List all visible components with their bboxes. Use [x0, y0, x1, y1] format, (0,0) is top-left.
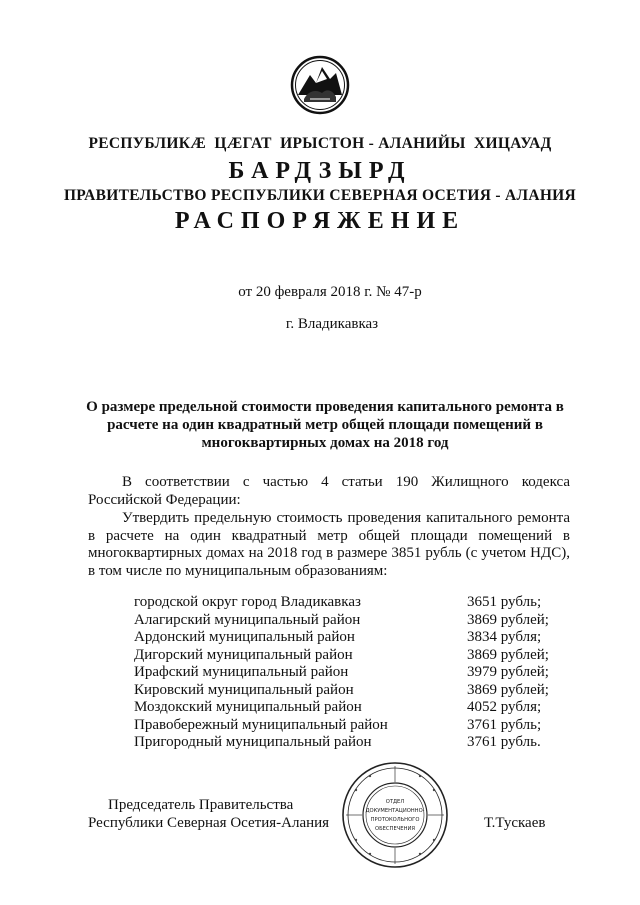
district-name: Ирафский муниципальный район — [134, 664, 349, 680]
list-item — [134, 629, 564, 647]
ossetian-government-heading: РЕСПУБЛИКÆ ЦÆГАТ ИРЫСТОН - АЛАНИЙЫ ХИЦАУАД — [88, 135, 552, 152]
district-price: 3651 рубль; — [467, 594, 542, 610]
official-stamp-icon — [340, 760, 450, 870]
district-name: Кировский муниципальный район — [134, 681, 354, 698]
stamp-line-3: ПРОТОКОЛЬНОГО — [370, 817, 420, 823]
russian-government-heading: ПРАВИТЕЛЬСТВО РЕСПУБЛИКИ СЕВЕРНАЯ ОСЕТИЯ - АЛАНИЯ — [63, 187, 577, 204]
district-name: Ардонский муниципальный район — [134, 629, 355, 645]
stamp-line-4: ОБЕСПЕЧЕНИЯ — [375, 826, 415, 832]
district-name: Пригородный муниципальный район — [134, 734, 372, 750]
coat-of-arms-icon — [290, 55, 350, 115]
district-name: Алагирский муниципальный район — [134, 611, 361, 628]
russian-document-type: РАСПОРЯЖЕНИЕ — [174, 208, 466, 234]
district-price: 3869 рублей; — [467, 646, 549, 663]
district-name: Моздокский муниципальный район — [134, 699, 362, 715]
district-price: 3979 рублей; — [467, 664, 549, 680]
district-price: 3869 рублей; — [467, 681, 549, 698]
paragraph-decision: Утвердить предельную стоимость проведения капитального ремонта в расчете на один квадратный метр общей площади помещений в многоквартирных домах на 2018 год в размере 3851 рубль (с учетом НДС), в том числе по муниципальным образованиям: — [88, 510, 570, 579]
signatory-title-line-1: Председатель Правительства — [108, 797, 294, 813]
list-item — [134, 612, 564, 630]
district-name: Дигорский муниципальный район — [134, 646, 353, 663]
ossetian-document-type: БАРДЗЫРД — [228, 158, 412, 184]
stamp-line-1: ОТДЕЛ — [385, 799, 405, 805]
district-price: 3761 рубль. — [467, 734, 541, 750]
district-price: 3761 рубль; — [467, 716, 542, 733]
list-item — [134, 734, 564, 752]
stamp-line-2: ДОКУМЕНТАЦИОННО- — [365, 808, 425, 814]
signatory-title-line-2: Республики Северная Осетия-Алания — [88, 815, 330, 831]
district-name: городской округ город Владикавказ — [134, 594, 361, 610]
district-price: 3834 рубля; — [467, 629, 542, 645]
district-price: 3869 рублей; — [467, 611, 549, 628]
document-date-number: от 20 февраля 2018 г. № 47-р — [238, 284, 422, 300]
signatory-name: Т.Тускаев — [484, 815, 546, 831]
district-name: Правобережный муниципальный район — [134, 716, 388, 733]
document-subject: О размере предельной стоимости проведения капитального ремонта в расчете на один квадратный метр общей площади помещений в многоквартирных домах на 2018 год — [86, 399, 564, 451]
list-item — [134, 717, 564, 735]
document-city: г. Владикавказ — [285, 316, 379, 332]
paragraph-legal-basis: В соответствии с частью 4 статьи 190 Жилищного кодекса Российской Федерации: — [88, 474, 570, 508]
list-item — [134, 647, 564, 665]
list-item — [134, 594, 564, 612]
list-item — [134, 682, 564, 700]
district-price-list — [134, 594, 564, 752]
district-price: 4052 рубля; — [467, 699, 542, 715]
list-item — [134, 664, 564, 682]
list-item — [134, 699, 564, 717]
